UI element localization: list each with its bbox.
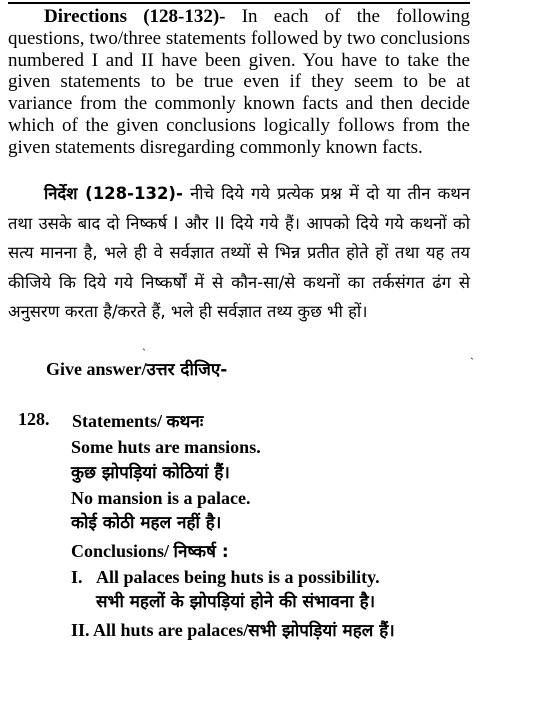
- directions-text-hindi: नीचे दिये गये प्रत्येक प्रश्न में दो या तीन कथन तथा उसके बाद दो निष्कर्ष I और II दिये गये हैं। आपको दिये गये कथनों को सत्य मानना है, भले ही वे सर्वज्ञात तथ्यों से भिन्न प्रतीत होते हों तथा यह तय कीजिये कि दिये गये निष्कर्षों में से कौन-सा/से कथनों का तर्कसंगत ढंग से अनुसरण करता है/करते हैं, भले ही सर्वज्ञात तथ्य कुछ भी हों।: [8, 184, 470, 321]
- statement-1-hi: कुछ झोपड़ियां कोठियां हैं।: [71, 463, 230, 483]
- give-answer-hi: उत्तर दीजिए-: [146, 360, 228, 380]
- statement-2-en: No mansion is a palace.: [71, 488, 251, 508]
- statements-label: Statements/ कथनः: [72, 411, 204, 432]
- give-answer-en: Give answer/: [46, 359, 147, 379]
- conclusion-1-number: I.: [71, 567, 83, 587]
- statement-1-en: Some huts are mansions.: [71, 437, 261, 457]
- conclusions-label: Conclusions/ निष्कर्ष :: [71, 541, 229, 562]
- conclusion-2-hi: सभी झोपड़ियां महल हैं।: [248, 621, 395, 641]
- scan-mark: ˋ: [142, 346, 146, 360]
- conclusion-2: [71, 618, 395, 641]
- scan-mark: ˏ: [470, 346, 474, 360]
- directions-hindi: [8, 179, 470, 327]
- directions-label: Directions (128-132)-: [44, 6, 226, 27]
- conclusion-1-en: All palaces being huts is a possibility.: [96, 567, 380, 587]
- conclusion-2-en: All huts are palaces/: [93, 620, 249, 640]
- directions-label-hindi: निर्देश (128-132)-: [44, 184, 183, 203]
- conclusion-1-hi: सभी महलों के झोपड़ियां होने की संभावना है।: [96, 592, 376, 612]
- give-answer: [46, 357, 227, 380]
- question-number: 128.: [18, 409, 50, 429]
- conclusion-2-number: II.: [71, 620, 90, 640]
- statement-2-hi: कोई कोठी महल नहीं है।: [71, 513, 222, 533]
- directions-english: [8, 6, 470, 159]
- directions-text: In each of the following questions, two/three statements followed by two conclusions numbered I and II have been given. You have to take the given statements to be true even if they seem to be at variance from the commonly known facts and then decide which of the given conclusions logically follows from the given statements disregarding commonly known facts.: [8, 6, 470, 158]
- top-rule: [8, 2, 470, 4]
